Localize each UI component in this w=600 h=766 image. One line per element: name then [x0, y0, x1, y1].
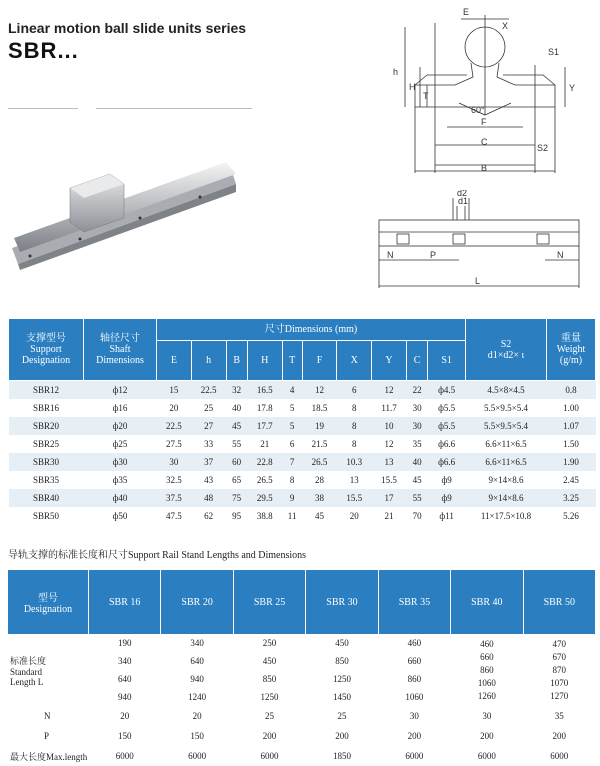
svg-text:F: F [481, 117, 487, 127]
length-cell: 1450 [332, 692, 351, 702]
svg-text:N: N [387, 250, 394, 260]
max-cell: 6000 [405, 751, 424, 761]
spec-cell: 22 [406, 381, 427, 400]
dim-col-header: B [226, 341, 247, 381]
svg-text:E: E [463, 7, 470, 17]
length-cell: 940 [190, 674, 204, 684]
svg-text:60°: 60° [471, 105, 485, 115]
spec-cell: 27 [191, 417, 226, 435]
svg-text:Y: Y [569, 83, 576, 93]
dim-col-header: T [282, 341, 302, 381]
p-cell: 200 [335, 731, 349, 741]
spec-cell: 15.5 [372, 471, 407, 489]
spec-cell: 45 [406, 471, 427, 489]
spec-cell: 17 [372, 489, 407, 507]
lengths-sbr50: 470 670 870 1070 1270 [550, 638, 569, 701]
spec-cell: ф50 [84, 507, 157, 525]
svg-text:S2: S2 [537, 143, 549, 153]
spec-cell: 17.7 [247, 417, 282, 435]
spec-cell: 8 [337, 417, 372, 435]
dim-col-header: Y [372, 341, 407, 381]
svg-text:P: P [430, 250, 437, 260]
n-cell: 30 [409, 711, 419, 721]
spec-cell: 12 [302, 381, 337, 400]
svg-text:H: H [409, 82, 416, 92]
spec-cell: 62 [191, 507, 226, 525]
length-cell: 450 [335, 638, 349, 648]
spec-cell: 21 [372, 507, 407, 525]
spec-cell: ф12 [84, 381, 157, 400]
product-image [0, 140, 250, 280]
length-cell: 640 [117, 674, 132, 684]
svg-text:B: B [481, 163, 488, 173]
spec-cell: 75 [226, 489, 247, 507]
spec-cell: 37 [191, 453, 226, 471]
spec-cell: 1.00 [547, 399, 596, 417]
spec-cell: 29.5 [247, 489, 282, 507]
spec-cell: 3.25 [547, 489, 596, 507]
spec-cell: 38 [302, 489, 337, 507]
spec-cell: 13 [372, 453, 407, 471]
dim-col-header: S1 [428, 341, 466, 381]
spec-cell: 45 [226, 417, 247, 435]
col-header: SBR 16 [89, 570, 161, 634]
p-cell: 200 [552, 731, 567, 741]
spec-row [9, 489, 596, 507]
divider [8, 108, 78, 109]
max-cell: 6000 [550, 751, 569, 761]
spec-row [9, 381, 596, 400]
spec-cell: 21 [247, 435, 282, 453]
lengths-sbr40: 460 660 860 1060 1260 [477, 638, 496, 701]
spec-cell: 8 [337, 435, 372, 453]
s2-header: S2 d1×d2× ι [466, 319, 547, 381]
length-label: 标准长度 Standard Length L [10, 655, 47, 687]
spec-cell: 4 [282, 381, 302, 400]
spec-cell: 9×14×8.6 [466, 471, 547, 489]
spec-cell: 26.5 [302, 453, 337, 471]
spec-cell: 16.5 [247, 381, 282, 400]
col-header: SBR 40 [451, 570, 523, 634]
spec-cell: SBR50 [9, 507, 84, 525]
spec-cell: 40 [226, 399, 247, 417]
spec-cell: 35 [406, 435, 427, 453]
spec-cell: ф9 [428, 489, 466, 507]
spec-cell: 47.5 [157, 507, 192, 525]
spec-cell: 1.90 [547, 453, 596, 471]
spec-cell: ф20 [84, 417, 157, 435]
spec-cell: SBR12 [9, 381, 84, 400]
spec-cell: ф6.6 [428, 435, 466, 453]
spec-cell: 13 [337, 471, 372, 489]
spec-cell: SBR20 [9, 417, 84, 435]
designation-header: 型号 Designation [8, 570, 89, 634]
spec-cell: 19 [302, 417, 337, 435]
dim-col-header: E [157, 341, 192, 381]
shaft-header: 轴径尺寸 Shaft Dimensions [84, 319, 157, 381]
spec-cell: 10.3 [337, 453, 372, 471]
max-cell: 6000 [260, 751, 279, 761]
spec-cell: ф40 [84, 489, 157, 507]
spec-cell: 18.5 [302, 399, 337, 417]
n-cell: 35 [554, 711, 564, 721]
spec-cell: 30 [406, 399, 427, 417]
length-cell: 860 [407, 674, 422, 684]
spec-cell: 40 [406, 453, 427, 471]
spec-cell: ф30 [84, 453, 157, 471]
spec-row [9, 399, 596, 417]
spec-cell: 43 [191, 471, 226, 489]
spec-cell: 22.5 [191, 381, 226, 400]
spec-cell: 37.5 [157, 489, 192, 507]
spec-cell: SBR35 [9, 471, 84, 489]
spec-cell: 95 [226, 507, 247, 525]
spec-cell: 2.45 [547, 471, 596, 489]
spec-cell: SBR30 [9, 453, 84, 471]
spec-cell: 70 [406, 507, 427, 525]
spec-cell: 5.26 [547, 507, 596, 525]
spec-row [9, 435, 596, 453]
spec-cell: SBR16 [9, 399, 84, 417]
n-cell: 20 [192, 711, 202, 721]
dim-col-header: F [302, 341, 337, 381]
col-header: SBR 20 [161, 570, 233, 634]
dim-col-header: C [406, 341, 427, 381]
spec-cell: 45 [302, 507, 337, 525]
side-view-drawing [375, 190, 595, 290]
spec-cell: ф6.6 [428, 453, 466, 471]
spec-cell: 6.6×11×6.5 [466, 435, 547, 453]
max-cell: 6000 [115, 751, 134, 761]
length-cell: 660 [407, 656, 422, 666]
spec-cell: 32.5 [157, 471, 192, 489]
dim-col-header: H [247, 341, 282, 381]
max-cell: 1850 [332, 751, 351, 761]
p-cell: 200 [262, 731, 277, 741]
spec-cell: ф4.5 [428, 381, 466, 400]
max-cell: 6000 [188, 751, 207, 761]
spec-cell: 11.7 [372, 399, 407, 417]
spec-cell: 17.8 [247, 399, 282, 417]
spec-cell: 0.8 [547, 381, 596, 400]
length-cell: 940 [117, 692, 132, 702]
spec-cell: 7 [282, 453, 302, 471]
spec-cell: SBR25 [9, 435, 84, 453]
p-cell: 200 [407, 731, 422, 741]
dim-col-header: X [337, 341, 372, 381]
spec-cell: 26.5 [247, 471, 282, 489]
col-header: SBR 50 [523, 570, 595, 634]
spec-cell: 10 [372, 417, 407, 435]
length-cell: 850 [262, 674, 277, 684]
spec-row [9, 417, 596, 435]
length-cell: 340 [190, 638, 204, 648]
spec-cell: 12 [372, 435, 407, 453]
svg-text:C: C [481, 137, 488, 147]
spec-cell: 25 [191, 399, 226, 417]
spec-cell: ф16 [84, 399, 157, 417]
length-cell: 450 [262, 656, 277, 666]
spec-cell: 15.5 [337, 489, 372, 507]
spec-cell: 20 [337, 507, 372, 525]
p-cell: 150 [190, 731, 204, 741]
col-header: SBR 35 [378, 570, 450, 634]
p-cell: 150 [117, 731, 132, 741]
weight-header: 重量 Weight (g/m) [547, 319, 596, 381]
spec-cell: SBR40 [9, 489, 84, 507]
n-cell: 25 [265, 711, 275, 721]
length-cell: 640 [190, 656, 204, 666]
svg-text:N: N [557, 250, 564, 260]
n-cell: 30 [482, 711, 492, 721]
spec-cell: 1.50 [547, 435, 596, 453]
spec-cell: 65 [226, 471, 247, 489]
spec-cell: 5 [282, 417, 302, 435]
svg-text:d2: d2 [457, 190, 468, 198]
n-label: N [44, 711, 51, 721]
svg-text:S1: S1 [548, 47, 560, 57]
spec-row [9, 453, 596, 471]
spec-cell: 9 [282, 489, 302, 507]
page-title: Linear motion ball slide units series [8, 20, 247, 36]
spec-cell: 9×14×8.6 [466, 489, 547, 507]
spec-cell: 5 [282, 399, 302, 417]
spec-cell: 5.5×9.5×5.4 [466, 399, 547, 417]
p-cell: 200 [480, 731, 494, 741]
spec-cell: 11 [282, 507, 302, 525]
spec-cell: 32 [226, 381, 247, 400]
length-cell: 1250 [260, 692, 279, 702]
cross-section-drawing [375, 5, 595, 180]
spec-cell: 15 [157, 381, 192, 400]
rail-section-title: 导轨支撑的标准长度和尺寸Support Rail Stand Lengths and Dimensions [8, 550, 307, 561]
spec-cell: 22.8 [247, 453, 282, 471]
length-cell: 1240 [188, 692, 207, 702]
dim-col-header: h [191, 341, 226, 381]
spec-cell: ф35 [84, 471, 157, 489]
spec-row [9, 471, 596, 489]
spec-cell: 21.5 [302, 435, 337, 453]
support-header: 支撑型号 Support Designation [9, 319, 84, 381]
spec-cell: 55 [406, 489, 427, 507]
spec-cell: 60 [226, 453, 247, 471]
col-header: SBR 30 [306, 570, 378, 634]
length-cell: 850 [335, 656, 349, 666]
spec-cell: 30 [406, 417, 427, 435]
model-heading: SBR... [8, 38, 79, 63]
length-cell: 1250 [332, 674, 351, 684]
spec-cell: 55 [226, 435, 247, 453]
svg-text:d1: d1 [458, 196, 469, 206]
spec-table [8, 318, 596, 525]
spec-cell: 6 [337, 381, 372, 400]
n-cell: 25 [337, 711, 347, 721]
max-cell: 6000 [477, 751, 496, 761]
spec-cell: 30 [157, 453, 192, 471]
spec-cell: 1.07 [547, 417, 596, 435]
length-cell: 340 [117, 656, 132, 666]
dimensions-header: 尺寸Dimensions (mm) [157, 319, 466, 341]
col-header: SBR 25 [233, 570, 305, 634]
spec-cell: 11×17.5×10.8 [466, 507, 547, 525]
spec-cell: 27.5 [157, 435, 192, 453]
spec-cell: 4.5×8×4.5 [466, 381, 547, 400]
svg-text:h: h [393, 67, 399, 77]
spec-row [9, 507, 596, 525]
length-cell: 190 [117, 638, 132, 648]
spec-cell: ф5.5 [428, 417, 466, 435]
svg-text:T: T [423, 91, 429, 101]
length-cell: 250 [262, 638, 277, 648]
rail-table [8, 570, 596, 766]
divider [96, 108, 252, 109]
n-cell: 20 [120, 711, 130, 721]
p-label: P [44, 731, 50, 741]
spec-cell: 20 [157, 399, 192, 417]
spec-cell: 8 [337, 399, 372, 417]
svg-text:L: L [475, 276, 481, 286]
spec-cell: 48 [191, 489, 226, 507]
spec-cell: ф9 [428, 471, 466, 489]
spec-cell: ф11 [428, 507, 466, 525]
spec-cell: ф5.5 [428, 399, 466, 417]
spec-cell: 28 [302, 471, 337, 489]
spec-cell: 22.5 [157, 417, 192, 435]
spec-cell: ф25 [84, 435, 157, 453]
spec-cell: 6.6×11×6.5 [466, 453, 547, 471]
spec-cell: 12 [372, 381, 407, 400]
spec-cell: 5.5×9.5×5.4 [466, 417, 547, 435]
length-cell: 1060 [405, 692, 424, 702]
length-cell: 460 [407, 638, 422, 648]
svg-text:X: X [502, 21, 509, 31]
spec-cell: 38.8 [247, 507, 282, 525]
spec-cell: 33 [191, 435, 226, 453]
spec-cell: 6 [282, 435, 302, 453]
spec-cell: 8 [282, 471, 302, 489]
max-length-label: 最大长度Max.length [10, 751, 88, 762]
